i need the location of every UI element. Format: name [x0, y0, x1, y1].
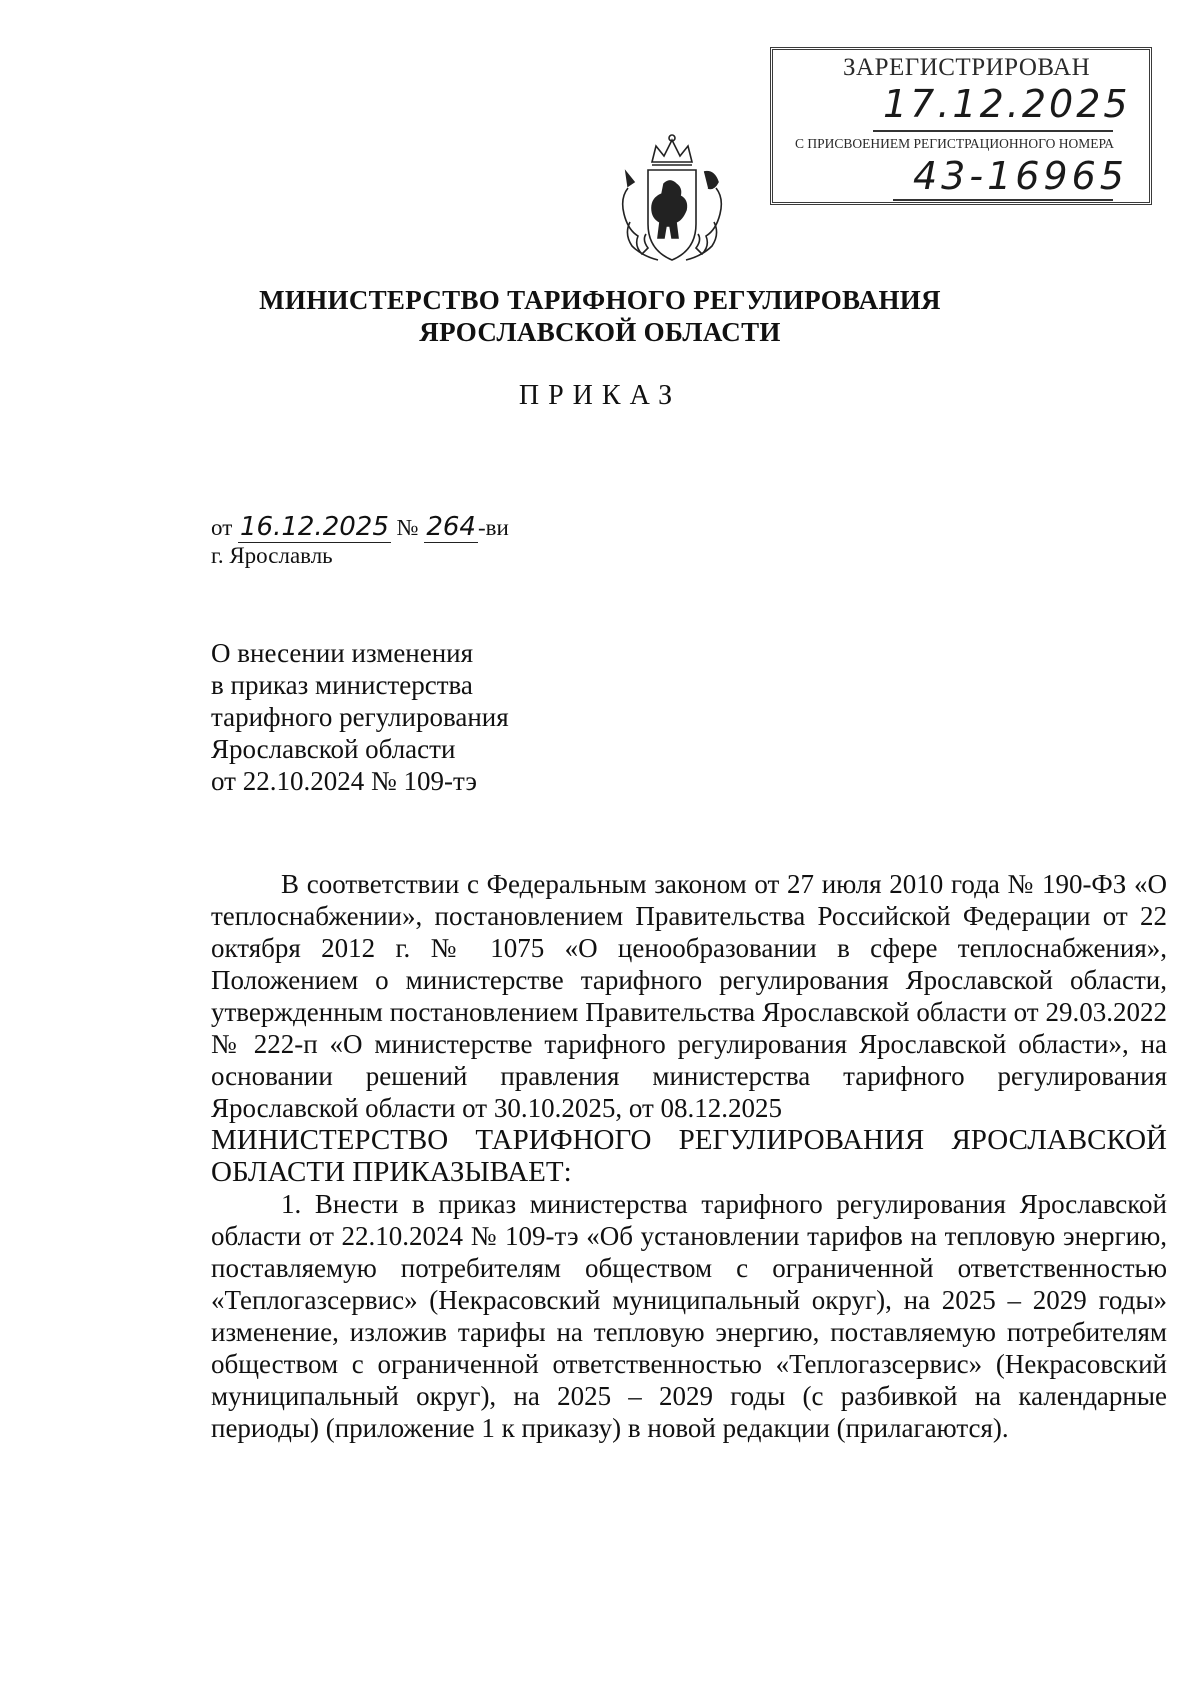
from-label: от [211, 515, 233, 540]
decree-statement: МИНИСТЕРСТВО ТАРИФНОГО РЕГУЛИРОВАНИЯ ЯРОСЛАВСКОЙ ОБЛАСТИ ПРИКАЗЫВАЕТ: [211, 1124, 1167, 1188]
stamp-title: ЗАРЕГИСТРИРОВАН [843, 54, 1091, 81]
ministry-name-line2: ЯРОСЛАВСКОЙ ОБЛАСТИ [419, 317, 781, 347]
order-body [211, 868, 1167, 1444]
stamp-date-underline [873, 130, 1113, 132]
preamble-paragraph: В соответствии с Федеральным законом от 27 июля 2010 года № 190-ФЗ «О теплоснабжении», постановлением Правительства Российской Федерации от 22 октября 2012 г. № 1075 «О ценообразовании в сфере теплоснабжения», Положением о министерстве тарифного регулирования Ярославской области, утвержденным постановлением Правительства Ярославской области от 29.03.2022 № 222-п «О министерстве тарифного регулирования Ярославской области», на основании решений правления министерства тарифного регулирования Ярославской области от 30.10.2025, от 08.12.2025 [211, 869, 1167, 1123]
subject-line: Ярославской области [211, 734, 456, 764]
ministry-heading [200, 284, 1000, 348]
stamp-caption: С ПРИСВОЕНИЕМ РЕГИСТРАЦИОННОГО НОМЕРА [795, 136, 1114, 151]
item-1-paragraph: 1. Внести в приказ министерства тарифного регулирования Ярославской области от 22.10.2024 № 109-тэ «Об установлении тарифов на тепловую энергию, поставляемую потребителям обществом с ограниченной ответственностью «Теплогазсервис» (Некрасовский муниципальный округ), на 2025 – 2029 годы» изменение, изложив тарифы на тепловую энергию, поставляемую потребителям обществом с ограниченной ответственностью «Теплогазсервис» (Некрасовский муниципальный округ), на 2025 – 2029 годы (с разбивкой на календарные периоды) (приложение 1 к приказу) в новой редакции (прилагаются). [211, 1189, 1167, 1443]
order-number: 264 [426, 512, 476, 542]
order-date-line [211, 512, 509, 542]
order-date: 16.12.2025 [240, 512, 389, 542]
order-subject [211, 637, 509, 797]
coat-of-arms-icon [608, 132, 736, 272]
stamp-date: 17.12.2025 [883, 82, 1131, 126]
stamp-number-underline [893, 199, 1113, 201]
subject-line: в приказ министерства [211, 670, 473, 700]
order-number-suffix: -ви [477, 515, 509, 540]
document-type: ПРИКАЗ [518, 380, 682, 411]
subject-line: О внесении изменения [211, 638, 474, 668]
subject-line: тарифного регулирования [211, 702, 509, 732]
number-sign: № [396, 515, 419, 540]
stamp-registration-number: 43-16965 [913, 154, 1128, 198]
registration-stamp [770, 47, 1152, 205]
subject-line: от 22.10.2024 № 109-тэ [211, 766, 478, 796]
ministry-name-line1: МИНИСТЕРСТВО ТАРИФНОГО РЕГУЛИРОВАНИЯ [259, 285, 941, 315]
city: г. Ярославль [211, 543, 333, 568]
